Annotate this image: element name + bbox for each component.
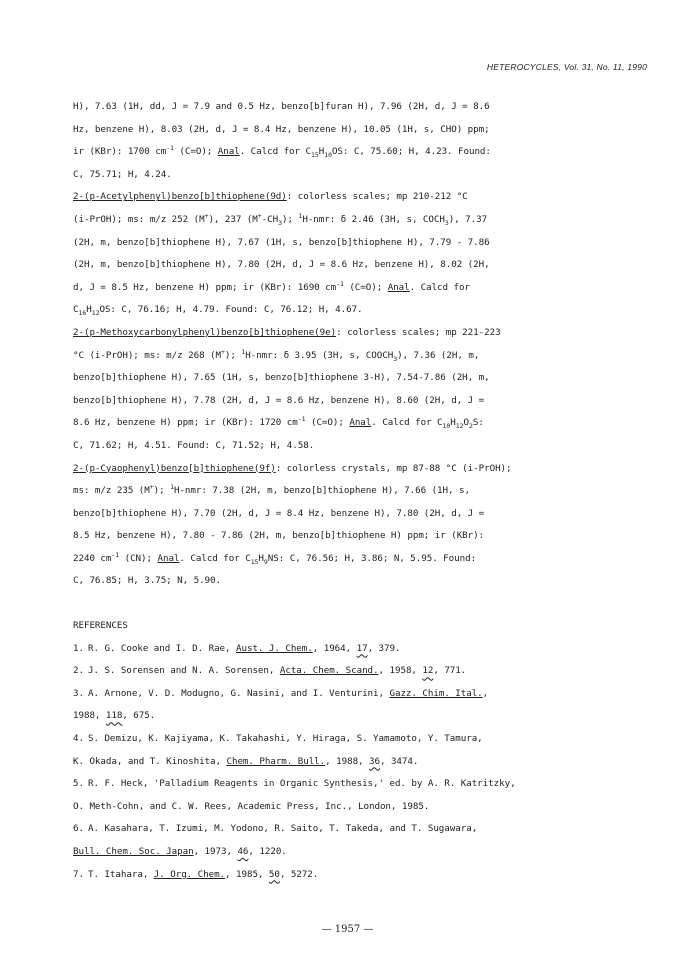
volume-number: 12 — [422, 665, 434, 677]
article-body — [73, 96, 663, 886]
anal-label: Anal — [157, 552, 180, 564]
text-line: 8.5 Hz, benzene H), 7.80 - 7.86 (2H, m, benzo[b]thiophene H) ppm; ir (KBr): — [73, 530, 485, 542]
text-line: (i-PrOH); ms: m/z 252 (M+), 237 $(M^+-CH_3)$; $^1$H-nmr: δ 2.46 (3H, s, $COCH_3$), 7.37 — [73, 211, 488, 227]
volume-number: 36 — [369, 755, 380, 767]
reference-continuation: 1988, 118, 675. — [73, 710, 156, 722]
text-line: C, 76.85; H, 3.75; N, 5.90. — [73, 575, 221, 587]
reference-item: 3. A. Arnone, V. D. Modugno, G. Nasini, and I. Venturini, Gazz. Chim. Ital., — [73, 687, 489, 699]
reference-continuation: K. Okada, and T. Kinoshita, Chem. Pharm. Bull., 1988, 36, 3474. — [73, 755, 419, 767]
compound-title: 2-(p-Methoxycarbonylphenyl)benzo[b]thiophene(9e) — [73, 326, 337, 338]
compound-entry-9f: 2-(p-Cyaophenyl)benzo[b]thiophene(9f): colorless crystals, mp 87-88 °C (i-PrOH); — [73, 462, 512, 474]
text-line: H), 7.63 (1H, dd, J = 7.9 and 0.5 Hz, benzo[b]furan H), 7.96 (2H, d, J = 8.6 — [73, 101, 490, 112]
text-line: 2240 $cm^{-1}$ (CN); Anal. Calcd for $C_{15}H_9NS$: C, 76.56; H, 3.86; N, 5.95. Found: — [73, 550, 477, 566]
text-line: benzo[b]thiophene H), 7.70 (2H, d, J = 8.4 Hz, benzene H), 7.80 (2H, d, J = — [73, 507, 485, 519]
reference-continuation: Bull. Chem. Soc. Japan, 1973, 46, 1220. — [73, 846, 287, 857]
reference-item: 7. T. Itahara, J. Org. Chem., 1985, 50, 5272. — [73, 868, 319, 880]
text-line: $C_{16}H_{12}OS$: C, 76.16; H, 4.79. Found: C, 76.12; H, 4.67. — [73, 304, 363, 318]
compound-title: 2-(p-Acetylphenyl)benzo[b]thiophene(9d) — [73, 191, 287, 203]
text-line: ms: m/z 235 (M+); $^1$H-nmr: 7.38 (2H, m, benzo[b]thiophene H), 7.66 (1H, s, — [73, 483, 470, 497]
volume-number: 50 — [268, 868, 280, 880]
journal-name: Chem. Pharm. Bull. — [226, 755, 326, 767]
anal-label: Anal — [349, 417, 372, 429]
compound-entry-9d: 2-(p-Acetylphenyl)benzo[b]thiophene(9d): colorless scales; mp 210-212 °C — [73, 191, 468, 203]
reference-item: 2. J. S. Sorensen and N. A. Sorensen, Acta. Chem. Scand., 1958, 12, 771. — [73, 665, 467, 677]
compound-title: 2-(p-Cyaophenyl)benzo[b]thiophene(9f) — [73, 462, 276, 474]
text-line: °C (i-PrOH); ms: m/z 268 (M+); $^1$H-nmr: δ 3.95 (3H, s, $COOCH_3$), 7.36 (2H, m, — [73, 347, 480, 363]
journal-name: Gazz. Chim. Ital. — [389, 687, 483, 699]
text-line: (2H, m, benzo[b]thiophene H), 7.80 (2H, d, J = 8.6 Hz, benzene H), 8.02 (2H, — [73, 259, 490, 271]
reference-item: 1. R. G. Cooke and I. D. Rae, Aust. J. Chem., 1964, 17, 379. — [73, 642, 401, 654]
text-line: benzo[b]thiophene H), 7.65 (1H, s, benzo[b]thiophene 3-H), 7.54-7.86 (2H, m, — [73, 372, 490, 384]
reference-item: 4. S. Demizu, K. Kajiyama, K. Takahashi, Y. Hiraga, S. Yamamoto, Y. Tamura, — [73, 733, 483, 745]
reference-continuation: O. Meth-Cohn, and C. W. Rees, Academic Press, Inc., London, 1985. — [73, 800, 430, 812]
volume-number: 46 — [237, 846, 249, 857]
text-line: (2H, m, benzo[b]thiophene H), 7.67 (1H, s, benzo[b]thiophene H), 7.79 - 7.86 — [73, 236, 490, 248]
text-line: d, J = 8.5 Hz, benzene H) ppm; ir (KBr): 1690 $cm^{-1}$ (C=O); Anal. Calcd for — [73, 279, 470, 293]
anal-label: Anal — [387, 281, 410, 293]
text-line: C, 75.71; H, 4.24. — [73, 168, 172, 180]
running-header: HETEROCYCLES, Vol. 31, No. 11, 1990 — [486, 62, 647, 72]
text-line: ir (KBr): 1700 $cm^{-1}$ (C=O); Anal. Calcd for $C_{15}H_{10}OS$: C, 75.60; H, 4.23. Found: — [73, 144, 491, 160]
journal-name: J. Org. Chem. — [153, 868, 226, 880]
reference-item: 6. A. Kasahara, T. Izumi, M. Yodono, R. Saito, T. Takeda, and T. Sugawara, — [73, 823, 478, 835]
volume-number: 118 — [105, 710, 123, 722]
compound-entry-9e: 2-(p-Methoxycarbonylphenyl)benzo[b]thiophene(9e): colorless scales; mp 221-223 — [73, 326, 501, 338]
references-heading: REFERENCES — [73, 620, 128, 632]
anal-label: Anal — [217, 146, 240, 158]
reference-item: 5. R. F. Heck, 'Palladium Reagents in Organic Synthesis,' ed. by A. R. Katritzky, — [73, 778, 516, 790]
text-line: Hz, benzene H), 8.03 (2H, d, J = 8.4 Hz, benzene H), 10.05 (1H, s, CHO) ppm; — [73, 123, 490, 135]
text-line: 8.6 Hz, benzene H) ppm; ir (KBr): 1720 $cm^{-1}$ (C=O); Anal. Calcd for $C_{10}H_{12}O_2S$: — [73, 415, 484, 431]
page-number: — 1957 — — [321, 924, 374, 935]
text-line: benzo[b]thiophene H), 7.78 (2H, d, J = 8.6 Hz, benzene H), 8.60 (2H, d, J = — [73, 394, 485, 406]
journal-name: Aust. J. Chem. — [236, 642, 313, 654]
journal-name: Bull. Chem. Soc. Japan — [73, 846, 194, 857]
journal-name: Acta. Chem. Scand. — [279, 665, 379, 677]
text-line: C, 71.62; H, 4.51. Found: C, 71.52; H, 4.58. — [73, 439, 315, 451]
volume-number: 17 — [356, 642, 368, 654]
